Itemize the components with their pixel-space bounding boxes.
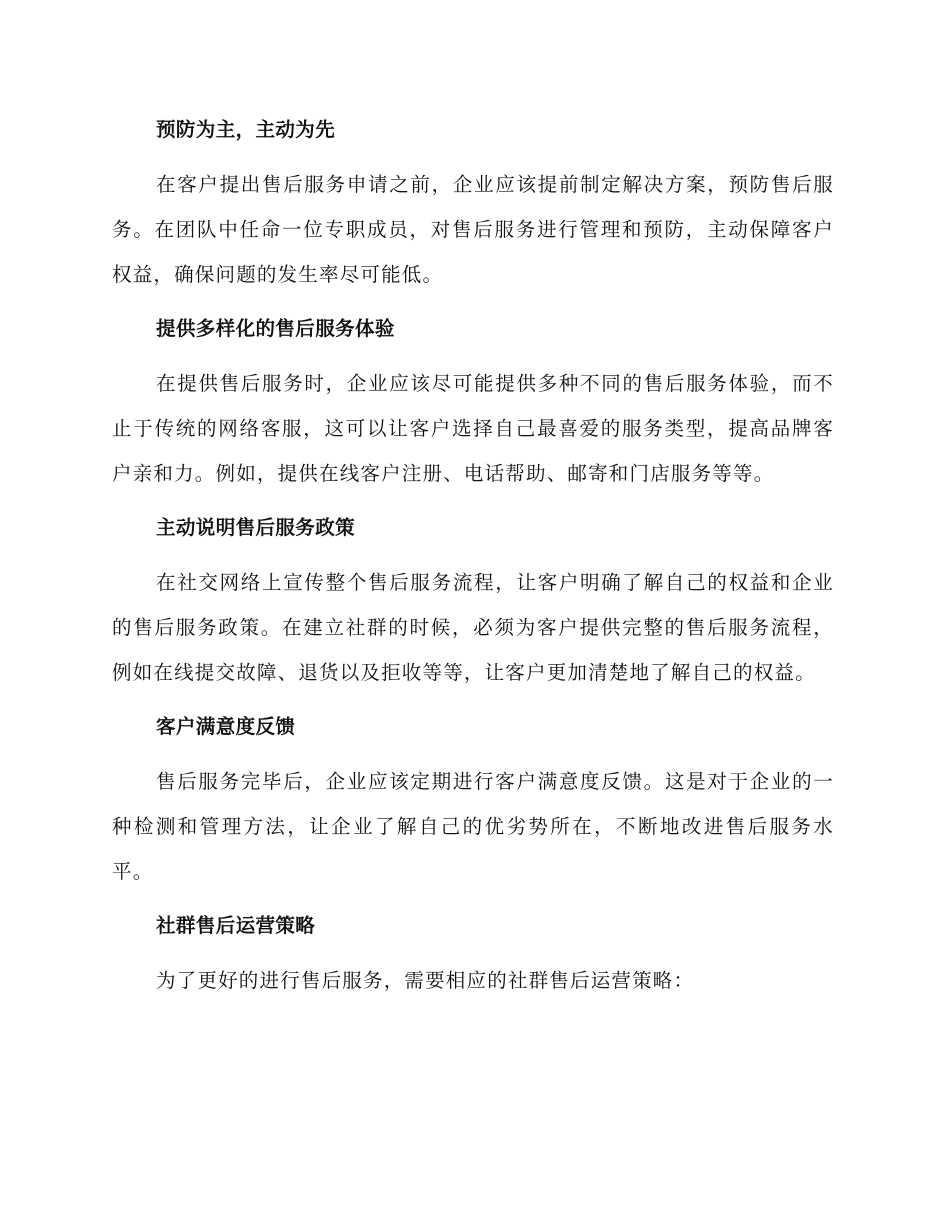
section-service-policy	[112, 506, 834, 695]
section-paragraph: 售后服务完毕后，企业应该定期进行客户满意度反馈。这是对于企业的一种检测和管理方法，让企业了解自己的优劣势所在，不断地改进售后服务水平。	[112, 770, 834, 883]
section-paragraph: 为了更好的进行售后服务，需要相应的社群售后运营策略：	[156, 969, 695, 992]
section-community-strategy	[112, 904, 834, 1003]
section-satisfaction-feedback	[112, 705, 834, 894]
section-heading: 预防为主，主动为先	[156, 118, 336, 141]
section-paragraph: 在社交网络上宣传整个售后服务流程，让客户明确了解自己的权益和企业的售后服务政策。在建立社群的时候，必须为客户提供完整的售后服务流程，例如在线提交故障、退货以及拒收等等，让客户更加清楚地了解自己的权益。	[112, 571, 834, 684]
section-heading: 提供多样化的售后服务体验	[156, 317, 395, 340]
section-heading: 客户满意度反馈	[156, 715, 296, 738]
document-body	[112, 108, 834, 1013]
section-diverse-service	[112, 307, 834, 496]
section-heading: 主动说明售后服务政策	[156, 516, 356, 539]
section-paragraph: 在提供售后服务时，企业应该尽可能提供多种不同的售后服务体验，而不止于传统的网络客服，这可以让客户选择自己最喜爱的服务类型，提高品牌客户亲和力。例如，提供在线客户注册、电话帮助、邮寄和门店服务等等。	[112, 372, 834, 485]
section-prevention	[112, 108, 834, 297]
section-paragraph: 在客户提出售后服务申请之前，企业应该提前制定解决方案，预防售后服务。在团队中任命一位专职成员，对售后服务进行管理和预防，主动保障客户权益，确保问题的发生率尽可能低。	[112, 173, 834, 286]
section-heading: 社群售后运营策略	[156, 914, 316, 937]
